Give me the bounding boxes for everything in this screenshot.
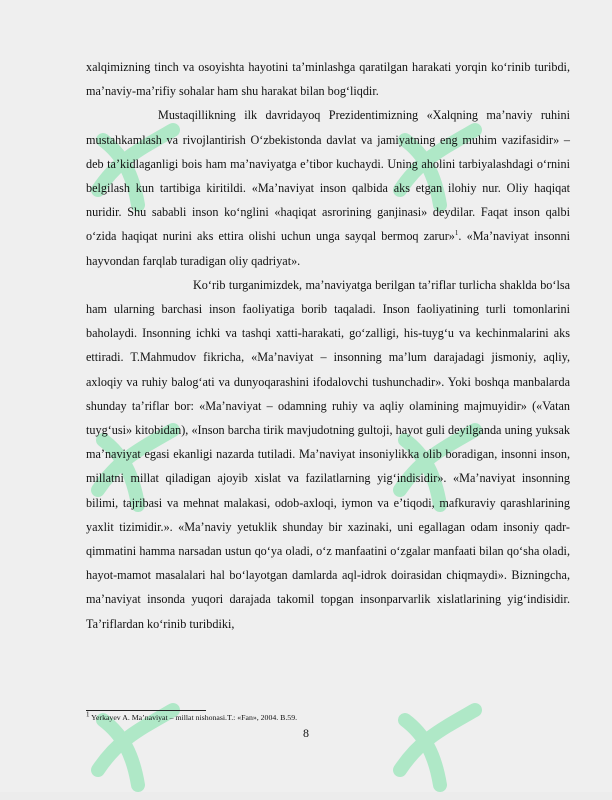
footnote-divider: [86, 710, 206, 711]
footnote: [86, 710, 570, 723]
footnote-text: Yerkayev A. Maʼnaviyat – millat nishonasi.T.: «Fan», 2004. B.59.: [89, 713, 298, 722]
paragraph: [86, 103, 570, 272]
body-text: [86, 55, 570, 636]
paragraph: xalqimizning tinch va osoyishta hayotini taʼminlashga qaratilgan harakati yorqin koʻrinib turibdi, maʼnaviy-maʼrifiy sohalar ham shu harakat bilan bogʻliqdir.: [86, 60, 570, 99]
page-number: 8: [303, 726, 309, 740]
footnote-reference: 1: [454, 229, 459, 238]
paragraph-text: . «Maʼnaviyat insonni hayvondan farqlab turadigan oliy qadriyat».: [86, 229, 570, 268]
paragraph-text: Mustaqillikning ilk davridayoq Prezidentimizning «Xalqning maʼnaviy ruhini mustahkamlash va rivojlantirish Oʻzbekistonda davlat va jamiyatning eng muhim vazifasidir» – deb taʼkidlaganligi bois ham maʼnaviyatga eʼtibor kuchaydi. Uning aholini tarbiyalashdagi oʻrnini belgilash kun tartibiga kiritildi. «Maʼnaviyat inson qalbida aks etgan ilohiy nur. Oliy haqiqat nuridir. Shu sababli inson koʻnglini «haqiqat asrorining ganjinasi» deydilar. Faqat inson qalbi oʻzida haqiqat nurini aks ettira olishi uchun unga sayqal bermoq zarur»: [86, 108, 570, 244]
paragraph: Koʻrib turganimizdek, maʼnaviyatga berilgan taʼriflar turlicha shaklda boʻlsa ham ularning barchasi inson faoliyatiga borib taqaladi. Inson faoliyatining turli tomonlarini baholaydi. Insonning ichki va tashqi xatti-harakati, goʻzalligi, his-tuygʻu va kechinmalarini aks ettiradi. T.Mahmudov fikricha, «Maʼnaviyat – insonning maʼlum darajadagi jismoniy, aqliy, axloqiy va ruhiy balogʻati va dunyoqarashini ifodalovchi tushunchadir». Yoki boshqa manbalarda shunday taʼriflar bor: «Maʼnaviyat – odamning ruhiy va aqliy olamining majmuyidir» («Vatan tuygʻusi» kitobidan), «Inson barcha tirik mavjudotning gultoji, hayot guli deyilganda uning yuksak maʼnaviyat egasi ekanligi nazarda tutiladi. Maʼnaviyat insoniylikka olib boradigan, insonni inson, millatni millat qiladigan ajoyib xislat va fazilatlarning yigʻindisidir». «Maʼnaviyat insonning bilimi, tajribasi va mehnat malakasi, odob-axloqi, iymon va eʼtiqodi, mafkuraviy qarashlarining yaxlit tizimidir.». «Maʼnaviy yetuklik shunday bir xazinaki, uni egallagan odam insoniy qadr-qimmatini hamma narsadan ustun qoʻya oladi, oʻz manfaatini oʻzgalar manfaati bilan qoʻsha oladi, hayot-mamot masalalari hal boʻlayotgan damlarda aql-idrok doirasidan chiqmaydi». Bizningcha, maʼnaviyat insonda yuqori darajada takomil topgan insonparvarlik xislatlarining yigʻindisidir. Taʼriflardan koʻrinib turibdiki,: [86, 277, 570, 631]
footnote-mark: 1: [86, 710, 90, 719]
